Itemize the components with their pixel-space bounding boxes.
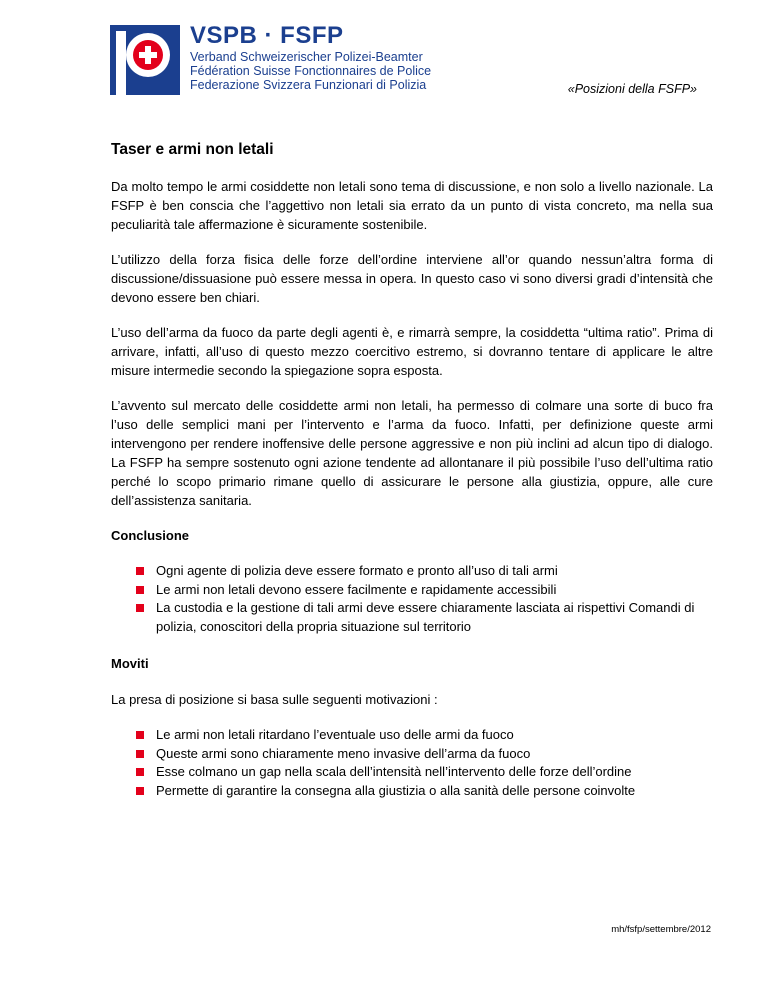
brand-line-fr: Fédération Suisse Fonctionnaires de Police	[190, 64, 432, 78]
list-item-text: Ogni agente di polizia deve essere formato e pronto all’uso di tali armi	[156, 563, 558, 578]
list-item	[136, 745, 713, 764]
bullet-square-icon	[136, 567, 144, 575]
brand-line-it: Federazione Svizzera Funzionari di Polizia	[190, 78, 427, 92]
paragraph: L’utilizzo della forza fisica delle forze dell’ordine interviene all’or quando nessun’altra forma di discussione/dissuasione può essere messa in opera. In questo caso vi sono diversi gradi d’intensità che devono essere ben chiari.	[111, 252, 713, 305]
brand-line-de: Verband Schweizerischer Polizei-Beamter	[190, 50, 423, 64]
list-item	[136, 581, 713, 600]
list-item	[136, 763, 713, 782]
document-body	[111, 140, 713, 818]
list-item-text: Queste armi sono chiaramente meno invasive dell’arma da fuoco	[156, 745, 531, 761]
paragraph: L’avvento sul mercato delle cosiddette armi non letali, ha permesso di colmare una sorte di buco fra l’uso delle semplici mani per l’intervento e l’arma da fuoco. Infatti, per definizione queste armi intervengono per rendere inoffensive delle persone aggressive e non più inclini ad alcun tipo di dialogo. La FSFP ha sempre sostenuto ogni azione tendente ad allontanare il più possibile l’uso dell’ultima ratio perché lo scopo primario rimane quello di assicurare le persone alla giustizia, oppure, alle cure dell’assistenza sanitaria.	[111, 398, 713, 508]
list-item	[136, 726, 713, 745]
motives-heading: Moviti	[111, 656, 149, 671]
bullet-square-icon	[136, 586, 144, 594]
list-item-text: Le armi non letali ritardano l’eventuale uso delle armi da fuoco	[156, 727, 514, 742]
list-item	[136, 562, 713, 581]
swiss-cross-badge-icon	[110, 25, 180, 95]
bullet-square-icon	[136, 604, 144, 612]
brand-title: VSPB · FSFP	[190, 22, 344, 49]
list-item-text: Permette di garantire la consegna alla giustizia o alla sanità delle persone coinvolte	[156, 782, 636, 798]
footer-reference: mh/fsfp/settembre/2012	[611, 924, 711, 935]
bullet-square-icon	[136, 750, 144, 758]
list-item	[136, 599, 713, 636]
paragraph: L’uso dell’arma da fuoco da parte degli agenti è, e rimarrà sempre, la cosiddetta “ultima ratio”. Prima di arrivare, infatti, all’uso di questo mezzo coercitivo estremo, si dovranno tentare di applicare le altre misure intermedie secondo la spiegazione sopra esposta.	[111, 325, 713, 378]
list-item	[136, 782, 713, 801]
brand-block	[190, 22, 431, 92]
bullet-square-icon	[136, 731, 144, 739]
list-item-text: La custodia e la gestione di tali armi deve essere chiaramente lasciata ai rispettivi Comandi di polizia, conoscitori della propria situazione sul territorio	[156, 600, 695, 634]
bullet-square-icon	[136, 768, 144, 776]
bullet-square-icon	[136, 787, 144, 795]
document-title: Taser e armi non letali	[111, 141, 274, 158]
conclusion-list	[111, 562, 713, 636]
positions-label: «Posizioni della FSFP»	[567, 82, 697, 96]
conclusion-heading: Conclusione	[111, 528, 190, 543]
paragraph: Da molto tempo le armi cosiddette non letali sono tema di discussione, e non solo a livello nazionale. La FSFP è ben conscia che l’aggettivo non letali sia errato da un punto di vista concreto, ma nella sua peculiarità tale affermazione è sicuramente sostenibile.	[111, 179, 713, 232]
motives-list	[111, 726, 713, 800]
motives-intro: La presa di posizione si basa sulle seguenti motivazioni :	[111, 692, 438, 707]
list-item-text: Le armi non letali devono essere facilmente e rapidamente accessibili	[156, 581, 557, 597]
list-item-text: Esse colmano un gap nella scala dell’intensità nell’intervento delle forze dell’ordine	[156, 764, 632, 779]
